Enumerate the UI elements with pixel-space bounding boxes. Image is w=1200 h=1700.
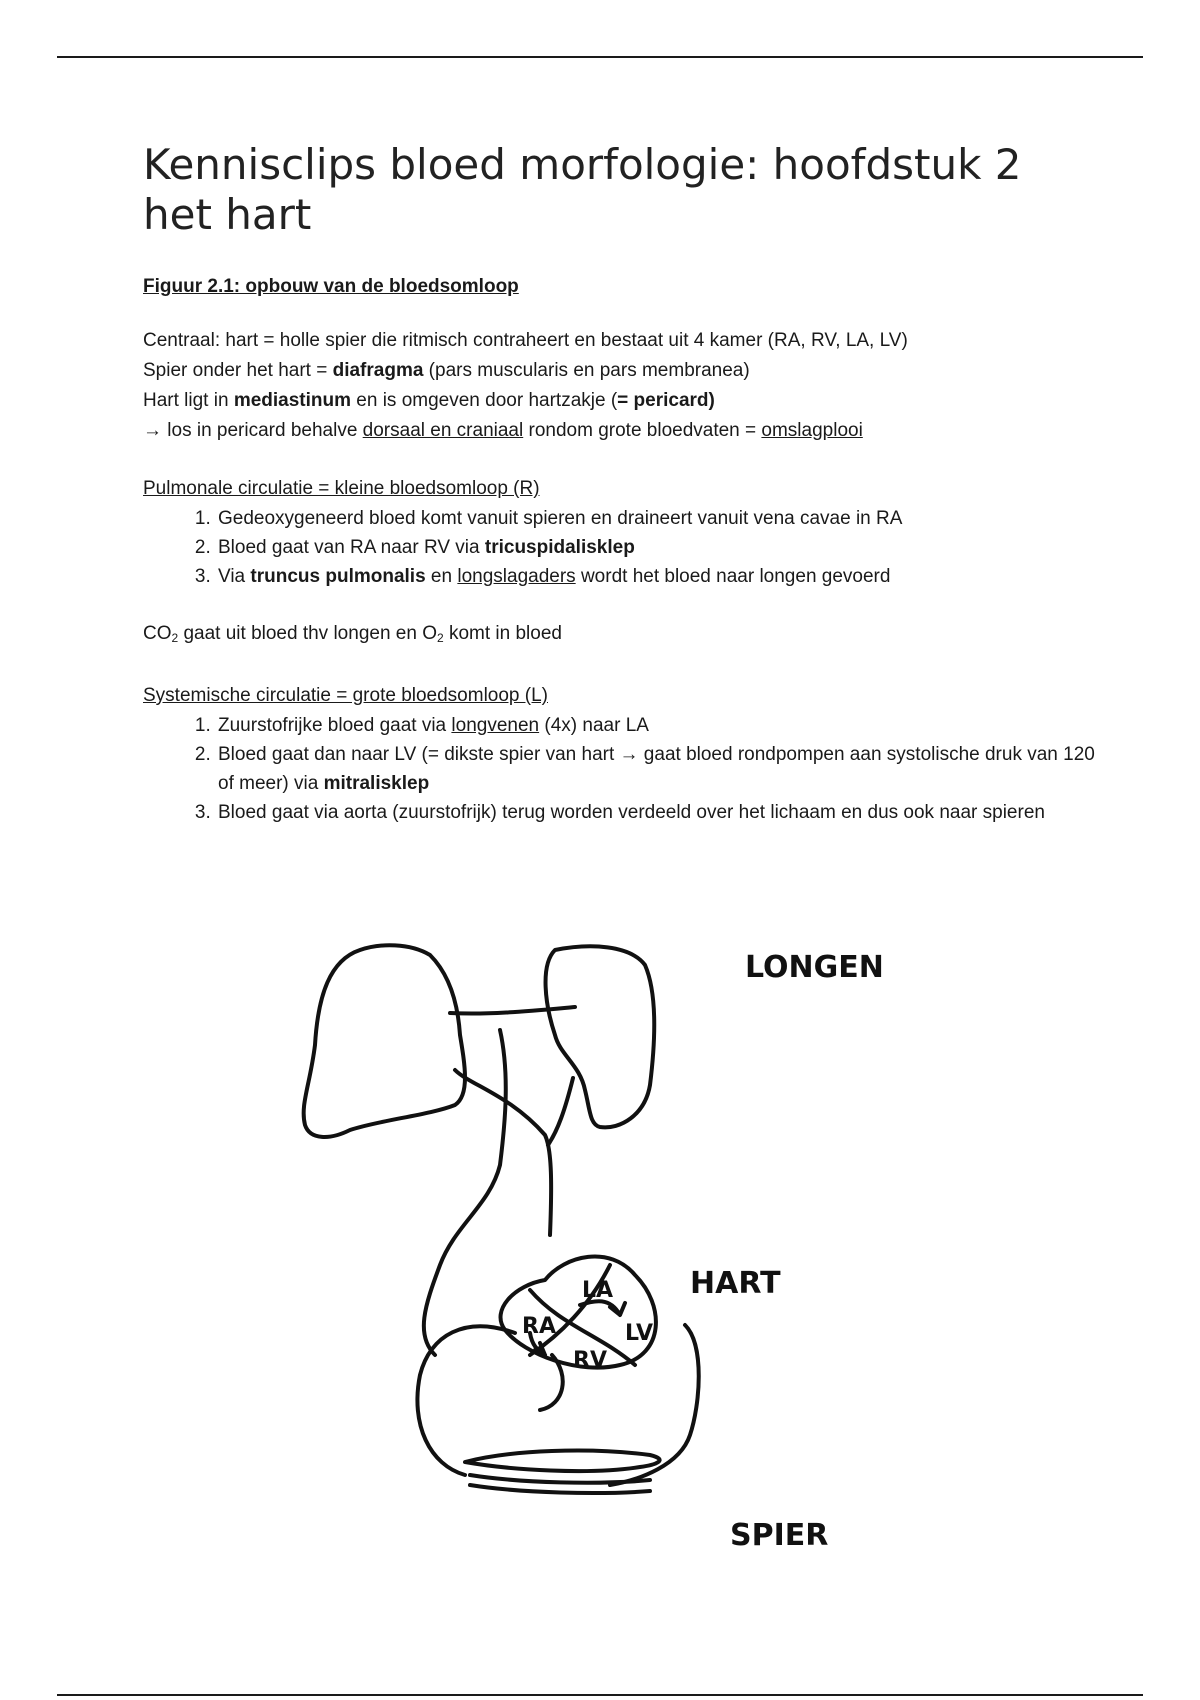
- lung-left-shape: [546, 946, 655, 1127]
- page-title: Kennisclips bloed morfologie: hoofdstuk 2 het hart: [143, 140, 1022, 239]
- text: gaat uit bloed thv longen en O: [178, 623, 437, 644]
- intro-line-1: Centraal: hart = holle spier die ritmisch contraheert en bestaat uit 4 kamer (RA, RV, LA, LV): [143, 330, 908, 351]
- text: → los in pericard behalve: [143, 420, 363, 441]
- systemic-section: [143, 681, 1103, 827]
- intro-line-2: [143, 356, 1103, 386]
- list-item: [216, 711, 1103, 740]
- label-lv: LV: [625, 1321, 654, 1346]
- label-hart: HART: [690, 1266, 781, 1301]
- intro-section: [143, 326, 1103, 446]
- bold-term: mitralisklep: [323, 773, 430, 794]
- bold-term: mediastinum: [233, 390, 352, 411]
- document-body: [143, 140, 1103, 827]
- label-longen: LONGEN: [745, 950, 884, 985]
- text: Hart ligt in: [143, 390, 234, 411]
- text: komt in bloed: [443, 623, 562, 644]
- underlined-term: longslagaders: [457, 566, 576, 587]
- label-rv: RV: [573, 1348, 607, 1373]
- text: Via: [218, 566, 251, 587]
- intro-line-4: [143, 416, 1103, 446]
- intro-line-3: [143, 386, 1103, 416]
- top-rule: [57, 56, 1143, 58]
- subscript: 2: [171, 631, 179, 645]
- systemic-list: [143, 711, 1103, 827]
- list-item: 3. Bloed gaat via aorta (zuurstofrijk) terug worden verdeeld over het lichaam en dus ook naar spieren: [216, 798, 1103, 827]
- bottom-rule: [57, 1694, 1143, 1696]
- bold-term: truncus pulmonalis: [250, 566, 426, 587]
- text: rondom grote bloedvaten =: [523, 420, 762, 441]
- list-item: [216, 740, 1103, 798]
- subscript: 2: [437, 631, 444, 645]
- label-spier: SPIER: [730, 1518, 829, 1553]
- underlined-term: dorsaal en craniaal: [362, 420, 524, 441]
- text: Spier onder het hart =: [143, 360, 333, 381]
- text: (4x) naar LA: [539, 715, 649, 736]
- text: en: [425, 566, 458, 587]
- list-item: [216, 533, 1103, 562]
- figure-title: Figuur 2.1: opbouw van de bloedsomloop: [143, 276, 519, 297]
- gas-exchange-line: [143, 619, 1103, 653]
- bold-term: diafragma: [332, 360, 424, 381]
- pulmonary-list: [143, 504, 1103, 591]
- list-item: 1. Gedeoxygeneerd bloed komt vanuit spieren en draineert vanuit vena cavae in RA: [216, 504, 1103, 533]
- text: Zuurstofrijke bloed gaat via: [218, 715, 452, 736]
- underlined-term: longvenen: [451, 715, 540, 736]
- bold-term: tricuspidalisklep: [484, 537, 635, 558]
- pulmonary-heading: Pulmonale circulatie = kleine bloedsomloop (R): [143, 478, 540, 499]
- text: wordt het bloed naar longen gevoerd: [575, 566, 891, 587]
- circulation-drawing: [290, 935, 930, 1575]
- bold-term: = pericard): [617, 390, 715, 411]
- label-la: LA: [582, 1278, 614, 1303]
- pulmonary-section: [143, 474, 1103, 591]
- lung-right-shape: [304, 945, 465, 1137]
- text: (pars muscularis en pars membranea): [423, 360, 750, 381]
- text: CO: [143, 623, 172, 644]
- underlined-term: omslagplooi: [761, 420, 863, 441]
- text: en is omgeven door hartzakje (: [351, 390, 618, 411]
- list-item: [216, 562, 1103, 591]
- label-ra: RA: [522, 1314, 556, 1339]
- systemic-heading: Systemische circulatie = grote bloedsomloop (L): [143, 685, 548, 706]
- text: Bloed gaat dan naar LV (= dikste spier van hart → gaat bloed rondpompen aan systolische druk van 120 of meer) via: [218, 744, 1095, 794]
- text: Bloed gaat van RA naar RV via: [218, 537, 485, 558]
